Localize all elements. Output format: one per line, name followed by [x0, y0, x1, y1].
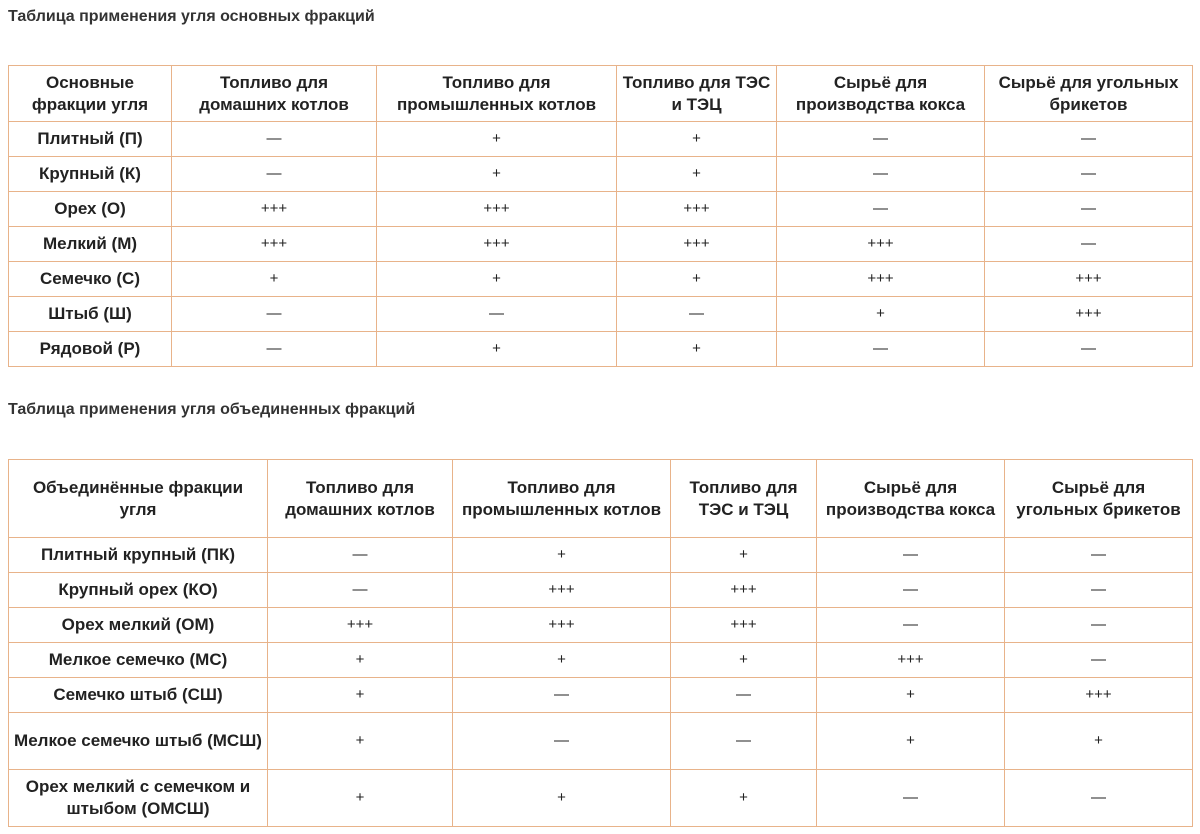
table-cell: — [268, 573, 453, 608]
table-row [9, 122, 1193, 157]
table-cell: +++ [777, 262, 985, 297]
table-cell: + [377, 332, 617, 367]
table-main-title: Таблица применения угля основных фракций [8, 8, 375, 25]
table-cell: — [453, 678, 671, 713]
table-cell: — [1005, 608, 1193, 643]
table-cell: — [777, 122, 985, 157]
table-cell: — [817, 608, 1005, 643]
table-cell: + [377, 262, 617, 297]
table-row [9, 157, 1193, 192]
table-row [9, 332, 1193, 367]
table-cell: — [453, 713, 671, 770]
table-cell: +++ [671, 573, 817, 608]
table-cell: — [377, 297, 617, 332]
table-cell: +++ [172, 192, 377, 227]
column-header-fraction: Объединённые фракции угля [9, 460, 268, 538]
table-cell: — [172, 122, 377, 157]
row-fraction-name: Штыб (Ш) [9, 297, 172, 332]
column-header: Топливо для промышленных котлов [377, 66, 617, 122]
table-cell: + [172, 262, 377, 297]
table-cell: — [172, 157, 377, 192]
table-cell: — [671, 713, 817, 770]
table-cell: — [268, 538, 453, 573]
table-cell: — [172, 297, 377, 332]
table-cell: +++ [377, 192, 617, 227]
row-fraction-name: Плитный (П) [9, 122, 172, 157]
table-cell: + [268, 643, 453, 678]
table-cell: + [617, 332, 777, 367]
table-cell: — [671, 678, 817, 713]
table-cell: + [817, 713, 1005, 770]
table-cell: + [268, 678, 453, 713]
column-header: Сырьё для производства кокса [777, 66, 985, 122]
row-fraction-name: Крупный орех (КО) [9, 573, 268, 608]
table-cell: + [671, 770, 817, 827]
table-row [9, 538, 1193, 573]
table-cell: — [817, 573, 1005, 608]
table-cell: +++ [453, 573, 671, 608]
table-row [9, 573, 1193, 608]
row-fraction-name: Мелкое семечко (МС) [9, 643, 268, 678]
row-fraction-name: Орех мелкий с семечком и штыбом (ОМСШ) [9, 770, 268, 827]
table-cell: + [377, 122, 617, 157]
table-row [9, 770, 1193, 827]
table-cell: — [172, 332, 377, 367]
table-cell: + [817, 678, 1005, 713]
table-cell: — [985, 157, 1193, 192]
table-cell: — [1005, 770, 1193, 827]
table-row [9, 192, 1193, 227]
table-cell: +++ [777, 227, 985, 262]
column-header: Топливо для промышленных котлов [453, 460, 671, 538]
row-fraction-name: Рядовой (Р) [9, 332, 172, 367]
table-cell: +++ [617, 192, 777, 227]
table-cell: — [985, 227, 1193, 262]
table-cell: — [777, 192, 985, 227]
table-cell: — [777, 332, 985, 367]
table-cell: + [671, 643, 817, 678]
column-header: Сырьё для производства кокса [817, 460, 1005, 538]
table-row [9, 262, 1193, 297]
table-cell: +++ [985, 297, 1193, 332]
column-header: Топливо для домашних котлов [268, 460, 453, 538]
table-cell: +++ [617, 227, 777, 262]
table-cell: +++ [268, 608, 453, 643]
row-fraction-name: Мелкий (М) [9, 227, 172, 262]
table-row [9, 608, 1193, 643]
table-cell: + [268, 713, 453, 770]
table-cell: — [985, 192, 1193, 227]
table-cell: +++ [1005, 678, 1193, 713]
row-fraction-name: Плитный крупный (ПК) [9, 538, 268, 573]
table-cell: + [617, 157, 777, 192]
column-header: Сырьё для угольных брикетов [1005, 460, 1193, 538]
table-cell: +++ [377, 227, 617, 262]
table-cell: — [985, 122, 1193, 157]
table-cell: + [777, 297, 985, 332]
table-row [9, 643, 1193, 678]
column-header: Сырьё для угольных брикетов [985, 66, 1193, 122]
table-cell: — [1005, 538, 1193, 573]
table-cell: — [817, 770, 1005, 827]
table-cell: +++ [671, 608, 817, 643]
table-cell: + [377, 157, 617, 192]
table-main-fractions [8, 65, 1193, 367]
row-fraction-name: Орех (О) [9, 192, 172, 227]
table-header-row [9, 460, 1193, 538]
table-cell: + [671, 538, 817, 573]
table-row [9, 227, 1193, 262]
row-fraction-name: Семечко (С) [9, 262, 172, 297]
column-header: Топливо для ТЭС и ТЭЦ [617, 66, 777, 122]
table-header-row [9, 66, 1193, 122]
row-fraction-name: Орех мелкий (ОМ) [9, 608, 268, 643]
row-fraction-name: Крупный (К) [9, 157, 172, 192]
column-header: Топливо для ТЭС и ТЭЦ [671, 460, 817, 538]
table-row [9, 297, 1193, 332]
table-cell: — [1005, 573, 1193, 608]
table-cell: — [617, 297, 777, 332]
table-cell: + [453, 643, 671, 678]
table-cell: + [453, 770, 671, 827]
table-cell: +++ [985, 262, 1193, 297]
table-cell: +++ [817, 643, 1005, 678]
table-cell: — [777, 157, 985, 192]
table-cell: +++ [453, 608, 671, 643]
table-cell: +++ [172, 227, 377, 262]
table-cell: — [817, 538, 1005, 573]
table-cell: + [1005, 713, 1193, 770]
table-cell: + [617, 122, 777, 157]
table-cell: — [1005, 643, 1193, 678]
row-fraction-name: Мелкое семечко штыб (МСШ) [9, 713, 268, 770]
table-cell: — [985, 332, 1193, 367]
column-header-fraction: Основные фракции угля [9, 66, 172, 122]
table-combined-title: Таблица применения угля объединенных фракций [8, 401, 416, 418]
table-cell: + [617, 262, 777, 297]
row-fraction-name: Семечко штыб (СШ) [9, 678, 268, 713]
table-row [9, 713, 1193, 770]
column-header: Топливо для домашних котлов [172, 66, 377, 122]
table-combined-fractions [8, 459, 1193, 827]
table-cell: + [268, 770, 453, 827]
table-cell: + [453, 538, 671, 573]
table-row [9, 678, 1193, 713]
